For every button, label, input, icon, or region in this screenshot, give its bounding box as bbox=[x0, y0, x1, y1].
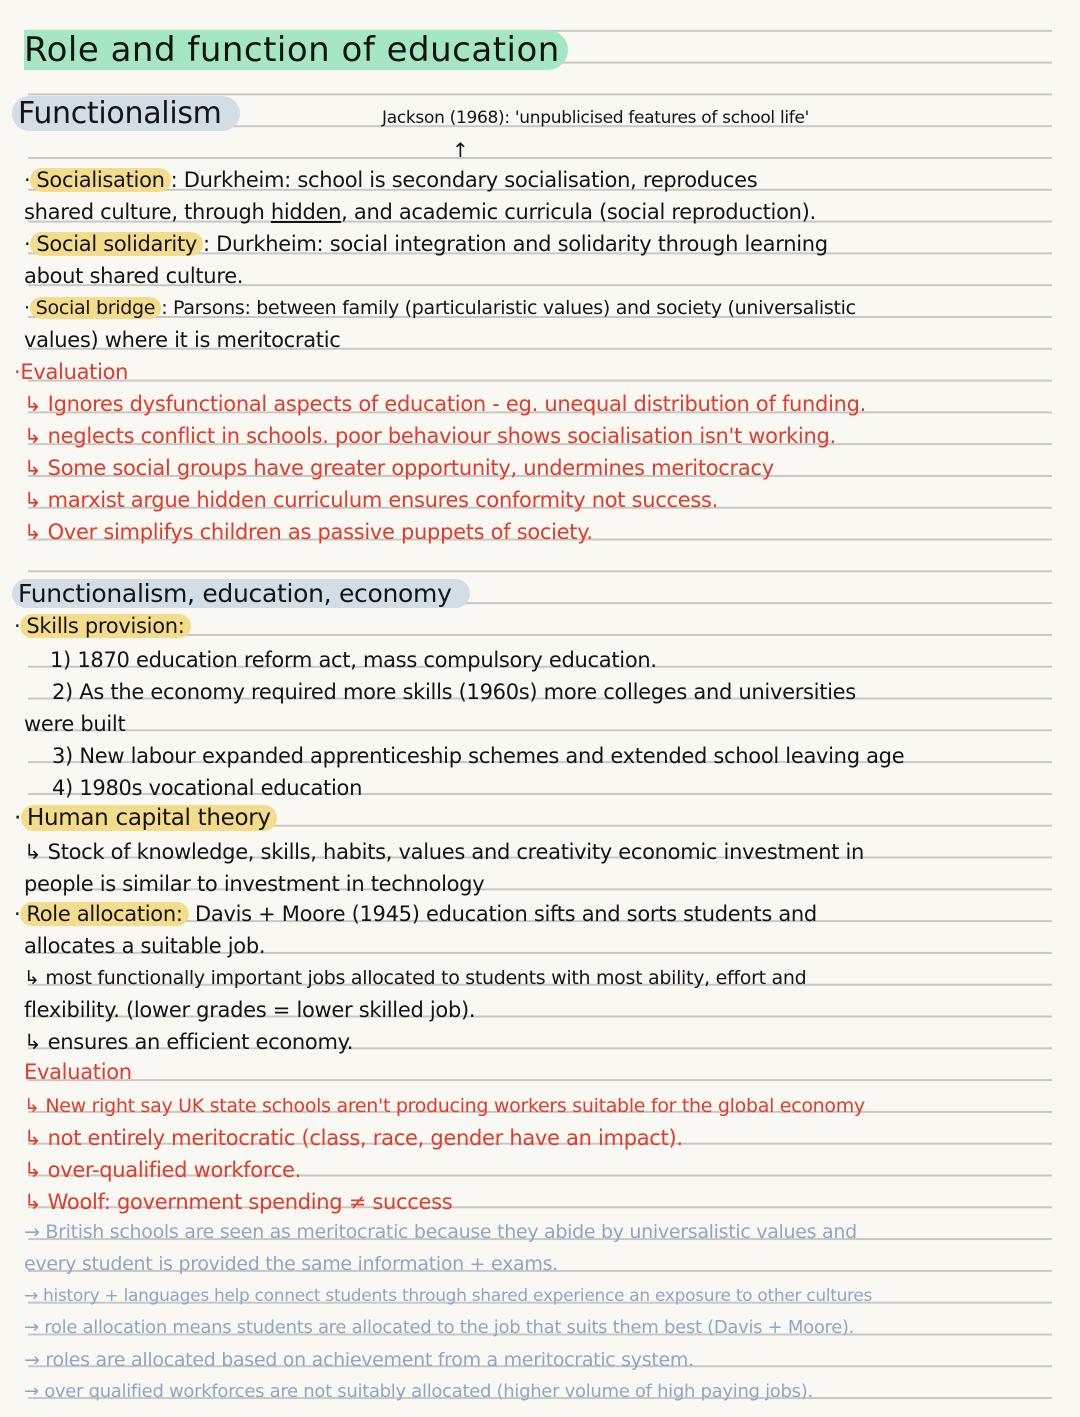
evaluation-point: ↳ not entirely meritocratic (class, race, gender have an impact). bbox=[24, 1126, 683, 1150]
evaluation-point: ↳ New right say UK state schools aren't producing workers suitable for the global economy bbox=[24, 1095, 865, 1117]
role-allocation-line-5: ↳ ensures an efficient economy. bbox=[24, 1030, 354, 1054]
socialisation-line-2: shared culture, through hidden, and academic curricula (social reproduction). bbox=[24, 200, 816, 224]
evaluation-heading-2: Evaluation bbox=[24, 1060, 132, 1084]
evaluation-heading-1: ·Evaluation bbox=[14, 360, 129, 384]
blue-note: → British schools are seen as meritocratic because they abide by universalistic values and bbox=[24, 1221, 857, 1243]
socialisation-line-1: · Socialisation : Durkheim: school is secondary socialisation, reproduces bbox=[24, 168, 758, 192]
solidarity-line-1: · Social solidarity : Durkheim: social integration and solidarity through learning bbox=[24, 232, 828, 256]
evaluation-point: ↳ neglects conflict in schools. poor behaviour shows socialisation isn't working. bbox=[24, 424, 836, 448]
section-heading-functionalism: Functionalism bbox=[12, 96, 240, 132]
arrow-up-icon: ↑ bbox=[452, 138, 469, 162]
role-allocation-label: Role allocation: bbox=[20, 902, 188, 926]
human-capital-line-2: people is similar to investment in technology bbox=[24, 872, 485, 896]
bridge-label: Social bridge bbox=[30, 297, 161, 319]
role-allocation-line-3: ↳ most functionally important jobs allocated to students with most ability, effort and bbox=[24, 967, 807, 989]
evaluation-point: ↳ Some social groups have greater opportunity, undermines meritocracy bbox=[24, 456, 774, 480]
evaluation-point: ↳ Over simplifys children as passive puppets of society. bbox=[24, 520, 593, 544]
skills-provision-label: · Skills provision: bbox=[14, 612, 191, 640]
skills-item: 1) 1870 education reform act, mass compulsory education. bbox=[50, 648, 657, 672]
blue-note: every student is provided the same information + exams. bbox=[24, 1253, 558, 1275]
solidarity-label: Social solidarity bbox=[30, 232, 203, 256]
blue-note: → roles are allocated based on achievement from a meritocratic system. bbox=[24, 1349, 694, 1371]
skills-item: 4) 1980s vocational education bbox=[52, 776, 363, 800]
page-title bbox=[24, 30, 568, 70]
hidden-underlined: hidden bbox=[270, 200, 342, 224]
human-capital-line-1: ↳ Stock of knowledge, skills, habits, values and creativity economic investment in bbox=[24, 840, 865, 864]
evaluation-point: ↳ over-qualified workforce. bbox=[24, 1158, 301, 1182]
role-allocation-line-4: flexibility. (lower grades = lower skilled job). bbox=[24, 998, 476, 1022]
role-allocation-line-1: · Role allocation: Davis + Moore (1945) education sifts and sorts students and bbox=[14, 902, 817, 926]
section-heading-economy: Functionalism, education, economy bbox=[12, 578, 470, 610]
jackson-note: Jackson (1968): 'unpublicised features of school life' bbox=[382, 108, 810, 128]
skills-item: were built bbox=[24, 712, 126, 736]
skills-item: 2) As the economy required more skills (1960s) more colleges and universities bbox=[52, 680, 856, 704]
bridge-line-2: values) where it is meritocratic bbox=[24, 328, 341, 352]
blue-note: → over qualified workforces are not suitably allocated (higher volume of high paying jobs). bbox=[24, 1381, 813, 1402]
skills-item: 3) New labour expanded apprenticeship schemes and extended school leaving age bbox=[52, 744, 905, 768]
evaluation-point: ↳ marxist argue hidden curriculum ensures conformity not success. bbox=[24, 488, 718, 512]
solidarity-line-2: about shared culture. bbox=[24, 264, 244, 288]
role-allocation-line-2: allocates a suitable job. bbox=[24, 934, 266, 958]
evaluation-point: ↳ Woolf: government spending ≠ success bbox=[24, 1190, 453, 1214]
blue-note: → history + languages help connect students through shared experience an exposure to other cultures bbox=[24, 1286, 873, 1306]
title-highlight: Role and function of education bbox=[24, 30, 568, 70]
bridge-line-1: · Social bridge : Parsons: between family (particularistic values) and society (universalistic bbox=[24, 297, 856, 319]
evaluation-point: ↳ Ignores dysfunctional aspects of education - eg. unequal distribution of funding. bbox=[24, 392, 867, 416]
blue-note: → role allocation means students are allocated to the job that suits them best (Davis + Moore). bbox=[24, 1317, 855, 1338]
human-capital-label: · Human capital theory bbox=[14, 804, 277, 832]
socialisation-label: Socialisation bbox=[30, 168, 170, 192]
